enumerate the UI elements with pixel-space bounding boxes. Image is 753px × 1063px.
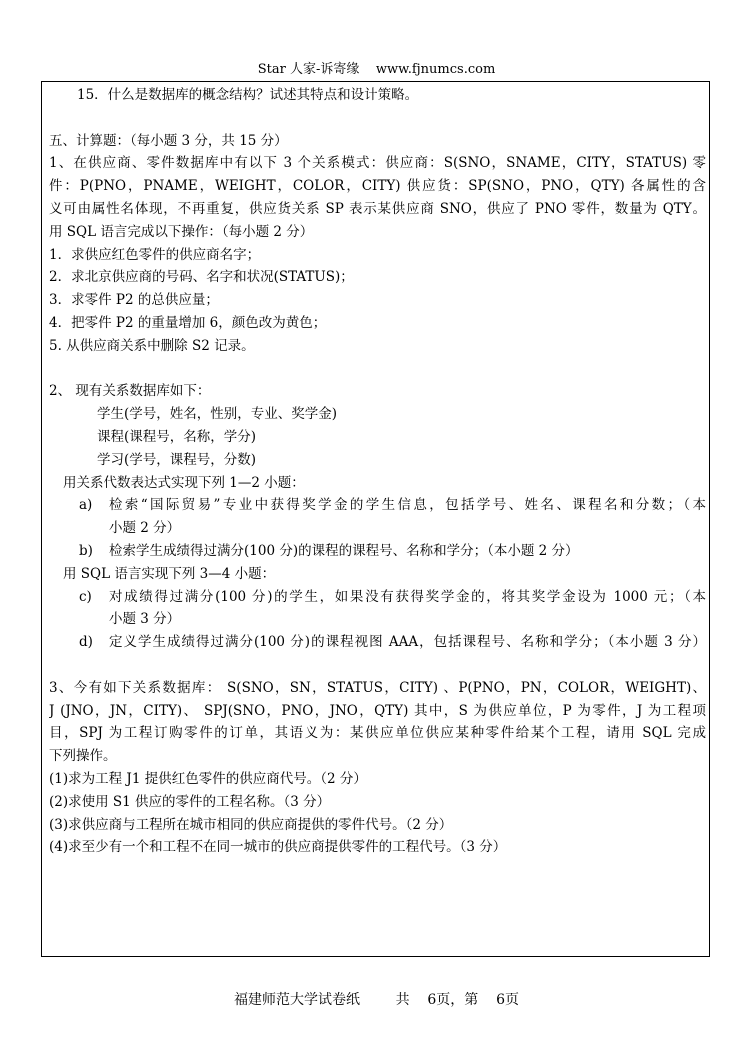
page-header: Star 人家-诉寄缘 www.fjnumcs.com: [257, 62, 496, 77]
section-title: 五、计算题：（每小题 3 分，共 15 分）: [49, 132, 288, 149]
problem-3-item: (3)求供应商与工程所在城市相同的供应商提供的零件代号。（2 分）: [49, 816, 453, 833]
problem-1-line: 件：P(PNO，PNAME，WEIGHT，COLOR，CITY) 供应货：SP(SNO，PNO，QTY) 各属性的含: [49, 178, 706, 195]
sub-question-text: 小题 2 分）: [109, 520, 181, 537]
problem-1-line: 用 SQL 语言完成以下操作：（每小题 2 分）: [49, 223, 314, 240]
problem-1: [49, 152, 706, 357]
problem-1-item: 5. 从供应商关系中删除 S2 记录。: [49, 337, 255, 354]
problem-1-item: 1．求供应红色零件的供应商名字；: [49, 246, 261, 263]
problem-1-item: 3．求零件 P2 的总供应量；: [49, 292, 219, 309]
problem-3-line: 3、今有如下关系数据库： S(SNO，SN，STATUS，CITY) 、P(PNO，PN，COLOR，WEIGHT)、: [49, 679, 706, 696]
sub-question-text: 小题 3 分）: [109, 611, 181, 628]
page-footer: 福建师范大学试卷纸 共 6页，第 6页: [233, 992, 520, 1008]
problem-3: [49, 677, 706, 859]
problem-1-line: 义可由属性名体现，不再重复，供应货关系 SP 表示某供应商 SNO，供应了 PNO 零件，数量为 QTY。: [49, 200, 706, 217]
problem-1-line: 1、在供应商、零件数据库中有以下 3 个关系模式：供应商：S(SNO，SNAME，CITY，STATUS) 零: [49, 155, 706, 172]
problem-3-line: 目，SPJ 为工程订购零件的订单，其语义为：某供应单位供应某种零件给某个工程，请用 SQL 完成: [49, 725, 706, 742]
problem-1-item: 2．求北京供应商的号码、名字和状况(STATUS)；: [49, 269, 354, 286]
question-15: 15．什么是数据库的概念结构？试述其特点和设计策略。: [77, 87, 419, 103]
problem-3-line: 下列操作。: [49, 748, 117, 765]
option-mark: d): [79, 634, 93, 651]
blank-line: [49, 358, 706, 381]
blank-line: [49, 654, 706, 677]
sub-question-c: [49, 586, 706, 632]
problem-3-item: (2)求使用 S1 供应的零件的工程名称。（3 分）: [49, 793, 331, 810]
exam-content: [49, 84, 706, 859]
problem-2-intro: 2、 现有关系数据库如下：: [49, 383, 211, 400]
sub-question-text: 检索学生成绩得过满分(100 分)的课程的课程号、名称和学分；（本小题 2 分）: [109, 542, 579, 559]
problem-1-item: 4．把零件 P2 的重量增加 6，颜色改为黄色；: [49, 314, 327, 331]
problem-2: [49, 380, 706, 654]
option-mark: a): [79, 497, 93, 514]
schema-study: 学习(学号，课程号，分数): [97, 451, 257, 468]
problem-3-item: (4)求至少有一个和工程不在同一城市的供应商提供零件的工程代号。（3 分）: [49, 839, 507, 856]
sub-question-b: [49, 540, 706, 563]
option-mark: c): [79, 588, 92, 605]
sub-question-a: [49, 494, 706, 540]
sub-question-text: 检索“国际贸易”专业中获得奖学金的学生信息，包括学号、姓名、课程名和分数；（本: [109, 497, 706, 514]
relational-algebra-intro: 用关系代数表达式实现下列 1—2 小题：: [63, 474, 305, 491]
problem-3-line: J (JNO，JN，CITY)、 SPJ(SNO，PNO，JNO，QTY) 其中，S 为供应单位，P 为零件，J 为工程项: [49, 702, 706, 719]
blank-line: [49, 107, 706, 130]
sub-question-text: 对成绩得过满分(100 分)的学生，如果没有获得奖学金的，将其奖学金设为 1000 元；（本: [109, 588, 706, 605]
sub-question-d: [49, 631, 706, 654]
option-mark: b): [79, 542, 93, 559]
schema-student: 学生(学号，姓名，性别，专业、奖学金): [97, 406, 338, 423]
sub-question-text: 定义学生成绩得过满分(100 分)的课程视图 AAA，包括课程号、名称和学分；（本小题 3 分）: [109, 634, 706, 651]
sql-intro: 用 SQL 语言实现下列 3—4 小题：: [63, 565, 276, 582]
problem-3-item: (1)求为工程 J1 提供红色零件的供应商代号。（2 分）: [49, 770, 367, 787]
schema-course: 课程(课程号，名称，学分): [97, 428, 257, 445]
